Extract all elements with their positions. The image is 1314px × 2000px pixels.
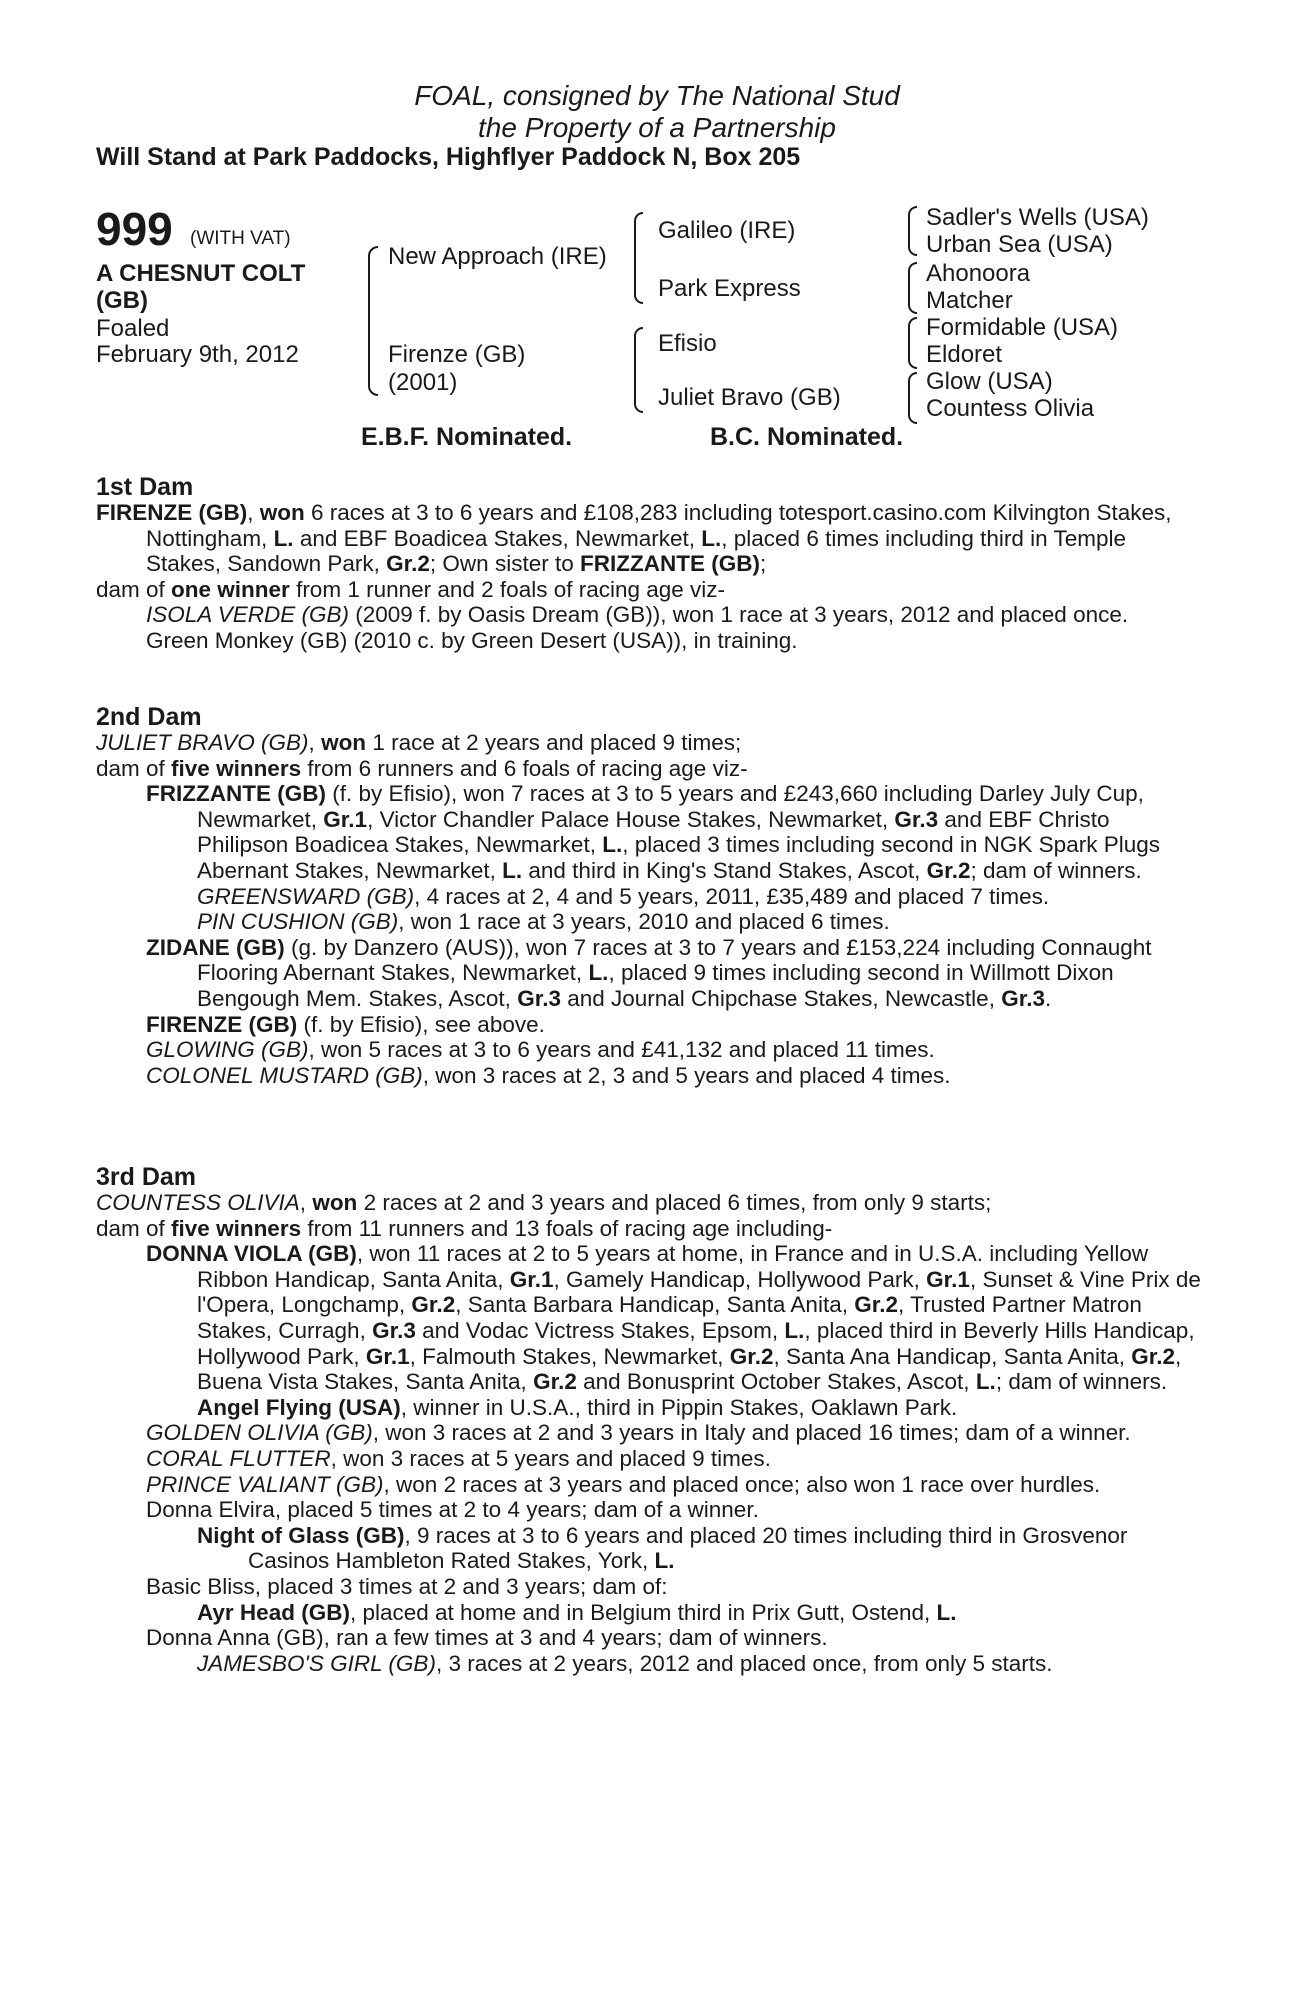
pedigree-sire-sire: Galileo (IRE): [658, 217, 796, 244]
third-dam-text: COUNTESS OLIVIA, won 2 races at 2 and 3 years and placed 6 times, from only 9 starts; dam of five winners from 11 runners and 13 foals of racing age including- DONNA VIOLA (GB), won 11 races at 2 to 5 years at home, in France and in U.S.A. including Yellow Ribbon Handicap, Santa Anita, Gr.1, Gamely Handicap, Hollywood Park, Gr.1, Sunset & Vine Prix de l'Opera, Longchamp, Gr.2, Santa Barbara Handicap, Santa Anita, Gr.2, Trusted Partner Matron Stakes, Curragh, Gr.3 and Vodac Victress Stakes, Epsom, L., placed third in Beverly Hills Handicap, Hollywood Park, Gr.1, Falmouth Stakes, Newmarket, Gr.2, Santa Ana Handicap, Santa Anita, Gr.2, Buena Vista Stakes, Santa Anita, Gr.2 and Bonusprint October Stakes, Ascot, L.; dam of winners. Angel Flying (USA), winner in U.S.A., third in Pippin Stakes, Oaklawn Park. GOLDEN OLIVIA (GB), won 3 races at 2 and 3 years in Italy and placed 16 times; dam of a winner. CORAL FLUTTER, won 3 races at 5 years and placed 9 times. PRINCE VALIANT (GB), won 2 races at 3 years and placed once; also won 1 race over hurdles. Donna Elvira, placed 5 times at 2 to 4 years; dam of a winner. Night of Glass (GB), 9 races at 3 to 6 years and placed 20 times including third in Grosvenor Casinos Hambleton Rated Stakes, York, L. Basic Bliss, placed 3 times at 2 and 3 years; dam of: Ayr Head (GB), placed at home and in Belgium third in Prix Gutt, Ostend, L. Donna Anna (GB), ran a few times at 3 and 4 years; dam of winners. JAMESBO'S GIRL (GB), 3 races at 2 years, 2012 and placed once, from only 5 starts.: [96, 1190, 1201, 1676]
consignor-line: FOAL, consigned by The National Stud: [414, 80, 900, 111]
second-dam-text: JULIET BRAVO (GB), won 1 race at 2 years and placed 9 times; dam of five winners from 6 runners and 6 foals of racing age viz- FRIZZANTE (GB) (f. by Efisio), won 7 races at 3 to 5 years and £243,660 including Darley July Cup, Newmarket, Gr.1, Victor Chandler Palace House Stakes, Newmarket, Gr.3 and EBF Christo Philipson Boadicea Stakes, Newmarket, L., placed 3 times including second in NGK Spark Plugs Abernant Stakes, Newmarket, L. and third in King's Stand Stakes, Ascot, Gr.2; dam of winners. GREENSWARD (GB), 4 races at 2, 4 and 5 years, 2011, £35,489 and placed 7 times. PIN CUSHION (GB), won 1 race at 3 years, 2010 and placed 6 times. ZIDANE (GB) (g. by Danzero (AUS)), won 7 races at 3 to 7 years and £153,224 including Connaught Flooring Abernant Stakes, Newmarket, L., placed 9 times including second in Willmott Dixon Bengough Mem. Stakes, Ascot, Gr.3 and Journal Chipchase Stakes, Newcastle, Gr.3. FIRENZE (GB) (f. by Efisio), see above. GLOWING (GB), won 5 races at 3 to 6 years and £41,132 and placed 11 times. COLONEL MUSTARD (GB), won 3 races at 2, 3 and 5 years and placed 4 times.: [96, 730, 1160, 1088]
brace-parents: [368, 246, 378, 396]
brace-g4: [908, 372, 917, 424]
stand-location: Will Stand at Park Paddocks, Highflyer Paddock N, Box 205: [96, 143, 801, 171]
pedigree-g6: Eldoret: [926, 341, 1003, 368]
pedigree-g5: Formidable (USA): [926, 314, 1119, 341]
lot-description: A CHESNUT COLT: [96, 260, 306, 287]
first-dam-text: FIRENZE (GB), won 6 races at 3 to 6 years and £108,283 including totesport.casino.com Kilvington Stakes, Nottingham, L. and EBF Boadicea Stakes, Newmarket, L., placed 6 times including third in Temple Stakes, Sandown Park, Gr.2; Own sister to FRIZZANTE (GB); dam of one winner from 1 runner and 2 foals of racing age viz- ISOLA VERDE (GB) (2009 f. by Oasis Dream (GB)), won 1 race at 3 years, 2012 and placed once. Green Monkey (GB) (2010 c. by Green Desert (USA)), in training.: [96, 500, 1172, 653]
lot-description-country: (GB): [96, 287, 148, 314]
brace-g3: [908, 317, 917, 369]
pedigree-g1: Sadler's Wells (USA): [926, 204, 1149, 231]
pedigree-dam-sire: Efisio: [658, 330, 717, 357]
brace-g2: [908, 262, 917, 314]
pedigree-g3: Ahonoora: [926, 260, 1031, 287]
brace-sire-parents: [634, 212, 643, 304]
foaled-date: February 9th, 2012: [96, 341, 299, 368]
foaled-label: Foaled: [96, 315, 170, 342]
lot-number: 999: [96, 203, 173, 255]
ebf-nominated: E.B.F. Nominated.: [361, 423, 573, 451]
property-line: the Property of a Partnership: [478, 112, 836, 143]
pedigree-dam: Firenze (GB): [388, 341, 526, 368]
bc-nominated: B.C. Nominated.: [710, 423, 904, 451]
pedigree-sire-dam: Park Express: [658, 275, 801, 302]
pedigree-g2: Urban Sea (USA): [926, 231, 1113, 258]
pedigree-sire: New Approach (IRE): [388, 243, 607, 270]
pedigree-dam-dam: Juliet Bravo (GB): [658, 384, 841, 411]
brace-dam-parents: [634, 327, 643, 413]
first-dam-heading: 1st Dam: [96, 473, 194, 501]
pedigree-g4: Matcher: [926, 287, 1013, 314]
pedigree-g8: Countess Olivia: [926, 395, 1095, 422]
pedigree-dam-year: (2001): [388, 369, 458, 396]
brace-g1: [908, 206, 917, 256]
vat-note: (WITH VAT): [190, 228, 291, 249]
third-dam-heading: 3rd Dam: [96, 1163, 197, 1191]
second-dam-heading: 2nd Dam: [96, 703, 202, 731]
pedigree-g7: Glow (USA): [926, 368, 1053, 395]
